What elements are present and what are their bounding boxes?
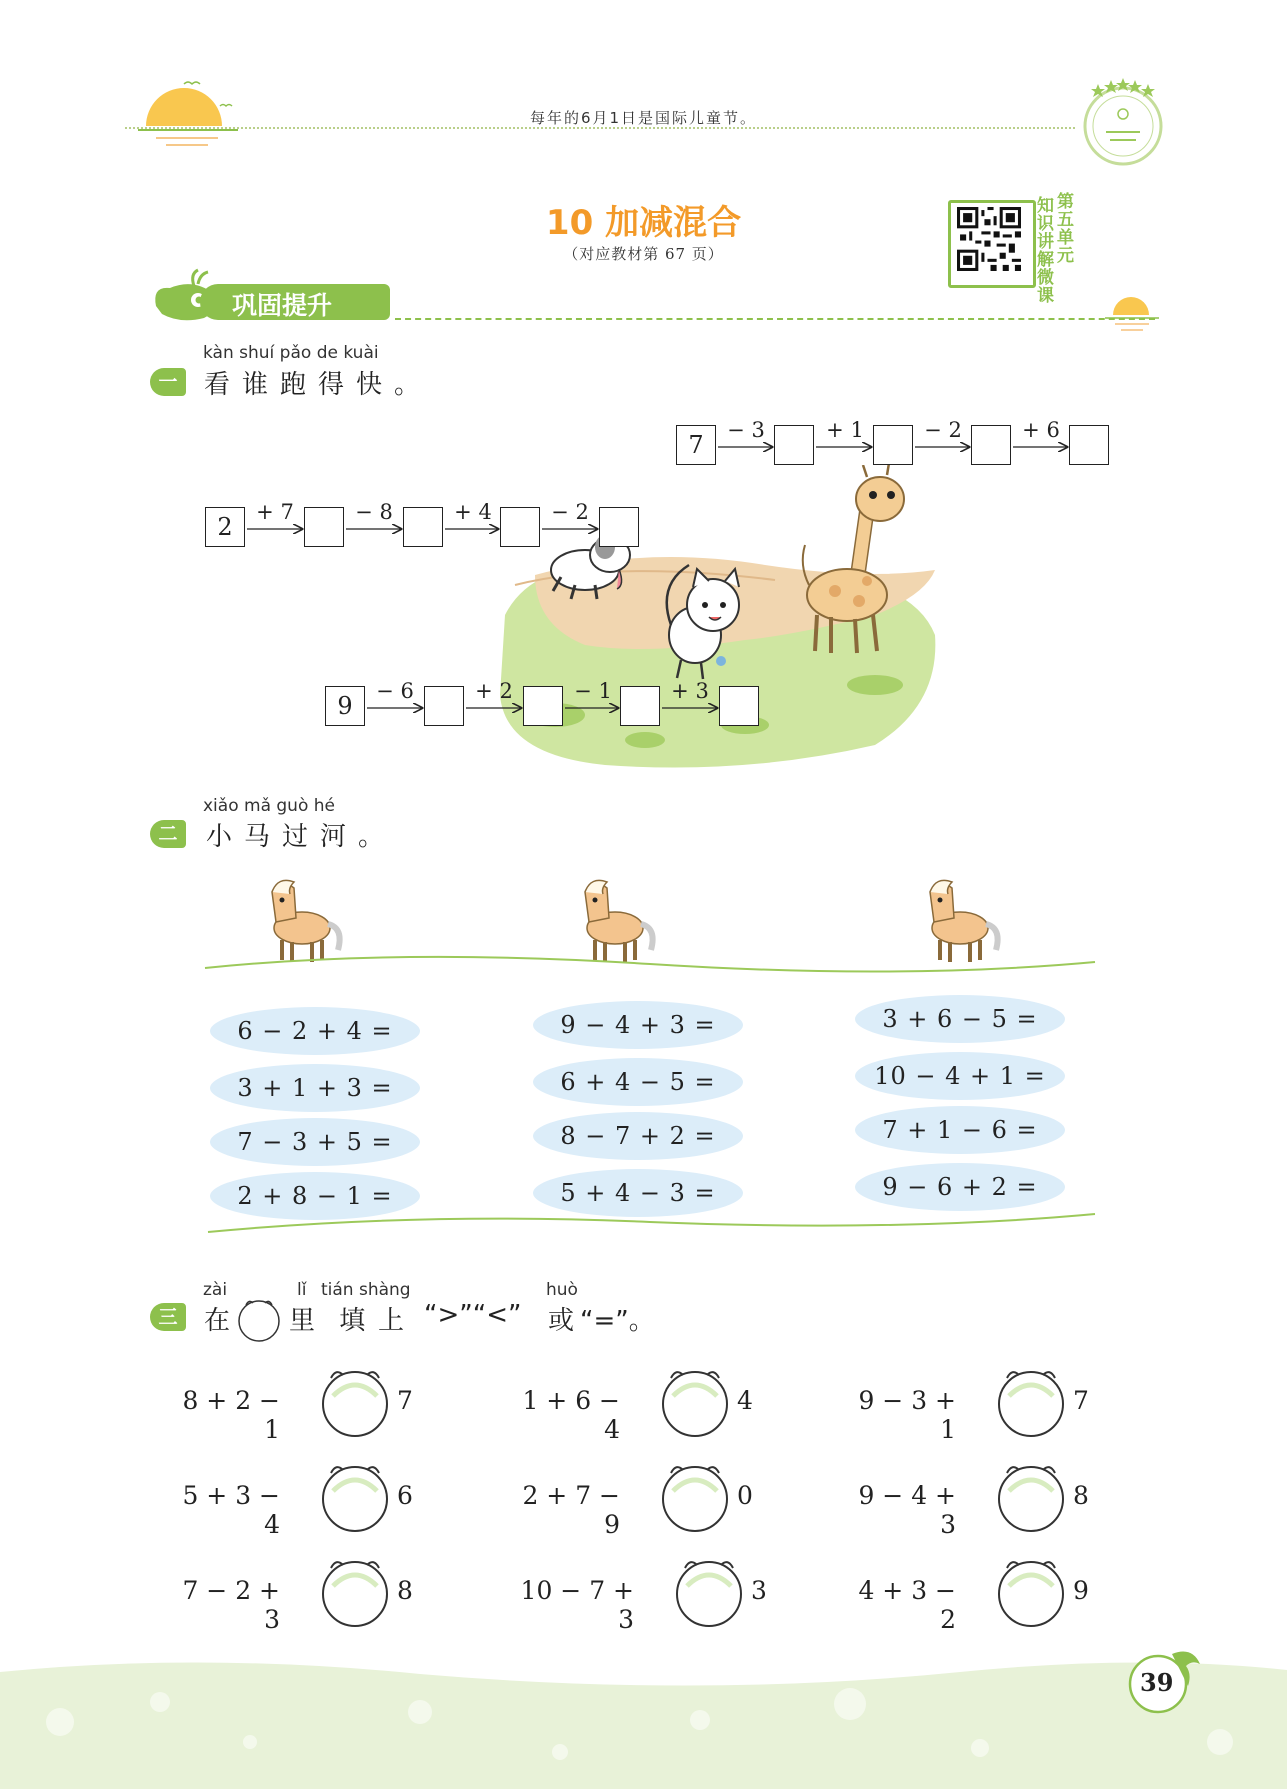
equation[interactable]: 6 + 4 − 5 = bbox=[560, 1068, 716, 1096]
compare-value: 8 bbox=[1073, 1481, 1089, 1510]
section-2-instruction: 小马过河。 bbox=[206, 822, 397, 852]
compare-value: 6 bbox=[397, 1481, 413, 1510]
section-3-text-zai: 在 bbox=[204, 1306, 231, 1336]
section-3-text-equal: “=”。 bbox=[580, 1306, 655, 1336]
section-3-text-shang: 上 bbox=[378, 1306, 405, 1336]
equation[interactable]: 2 + 8 − 1 = bbox=[237, 1182, 393, 1210]
compare-expression: 7 − 2 + 3 bbox=[182, 1576, 280, 1634]
chain-1-op: + 6 bbox=[1022, 418, 1060, 442]
section-2-badge: 二 bbox=[150, 820, 186, 848]
section-3-badge: 三 bbox=[150, 1303, 186, 1331]
section-3-pinyin-zai: zài bbox=[203, 1280, 228, 1300]
section-2-pinyin: xiǎo mǎ guò hé bbox=[203, 796, 335, 816]
circle-placeholder-icon bbox=[234, 1292, 284, 1344]
section-3-pinyin-tianshang: tián shàng bbox=[321, 1280, 411, 1300]
equation[interactable]: 5 + 4 − 3 = bbox=[560, 1179, 716, 1207]
lesson-title: 10 加减混合 bbox=[545, 203, 742, 243]
section-1-pinyin: kàn shuí pǎo de kuài bbox=[203, 343, 379, 363]
section-3-text-li-tian: 里 填 bbox=[289, 1306, 374, 1336]
compare-expression: 4 + 3 − 2 bbox=[858, 1576, 956, 1634]
equation[interactable]: 3 + 6 − 5 = bbox=[882, 1005, 1038, 1033]
compare-circle-icon[interactable] bbox=[995, 1455, 1067, 1535]
lesson-subtitle: （对应教材第 67 页） bbox=[563, 245, 724, 263]
equation[interactable]: 9 − 6 + 2 = bbox=[882, 1173, 1038, 1201]
chain-arrows bbox=[0, 0, 1287, 800]
footer-wave-decoration bbox=[0, 1652, 1287, 1789]
section-1-instruction: 看谁跑得快。 bbox=[204, 370, 433, 400]
section-3-text-quotes: “>”“<” bbox=[424, 1300, 522, 1330]
compare-value: 8 bbox=[397, 1576, 413, 1605]
compare-circle-icon[interactable] bbox=[995, 1550, 1067, 1630]
compare-circle-icon[interactable] bbox=[319, 1550, 391, 1630]
compare-value: 7 bbox=[1073, 1386, 1089, 1415]
compare-circle-icon[interactable] bbox=[319, 1455, 391, 1535]
equation[interactable]: 7 + 1 − 6 = bbox=[882, 1116, 1038, 1144]
compare-circle-icon[interactable] bbox=[673, 1550, 745, 1630]
compare-value: 4 bbox=[737, 1386, 753, 1415]
chain-1-op: − 3 bbox=[727, 418, 765, 442]
compare-circle-icon[interactable] bbox=[995, 1360, 1067, 1440]
compare-expression: 1 + 6 − 4 bbox=[522, 1386, 620, 1444]
chain-3-op: + 3 bbox=[671, 679, 709, 703]
qr-label-microlesson: 知识讲解微课 bbox=[1033, 196, 1053, 304]
chain-3-op: − 6 bbox=[376, 679, 414, 703]
compare-value: 0 bbox=[737, 1481, 753, 1510]
compare-expression: 8 + 2 − 1 bbox=[182, 1386, 280, 1444]
chain-3-op: − 1 bbox=[574, 679, 612, 703]
compare-value: 9 bbox=[1073, 1576, 1089, 1605]
compare-value: 3 bbox=[751, 1576, 767, 1605]
compare-expression: 2 + 7 − 9 bbox=[522, 1481, 620, 1539]
chain-2-op: + 4 bbox=[454, 500, 492, 524]
section-1-badge: 一 bbox=[150, 368, 186, 396]
chain-1-start: 7 bbox=[676, 425, 716, 465]
compare-circle-icon[interactable] bbox=[659, 1455, 731, 1535]
compare-circle-icon[interactable] bbox=[319, 1360, 391, 1440]
equation[interactable]: 8 − 7 + 2 = bbox=[560, 1122, 716, 1150]
header-tip: 每年的6月1日是国际儿童节。 bbox=[529, 109, 758, 127]
equation[interactable]: 7 − 3 + 5 = bbox=[237, 1128, 393, 1156]
chain-3-start: 9 bbox=[325, 686, 365, 726]
equation[interactable]: 9 − 4 + 3 = bbox=[560, 1011, 716, 1039]
chain-3-op: + 2 bbox=[475, 679, 513, 703]
compare-expression: 9 − 3 + 1 bbox=[858, 1386, 956, 1444]
compare-circle-icon[interactable] bbox=[659, 1360, 731, 1440]
chain-1-op: − 2 bbox=[924, 418, 962, 442]
banner-title: 巩固提升 bbox=[232, 291, 333, 320]
compare-expression: 9 − 4 + 3 bbox=[858, 1481, 956, 1539]
chain-1-op: + 1 bbox=[826, 418, 864, 442]
chain-2-start: 2 bbox=[205, 507, 245, 547]
compare-expression: 5 + 3 − 4 bbox=[182, 1481, 280, 1539]
chain-2-op: − 2 bbox=[551, 500, 589, 524]
section-3-pinyin-li: lǐ bbox=[297, 1280, 307, 1300]
equation[interactable]: 3 + 1 + 3 = bbox=[237, 1074, 393, 1102]
qr-label-unit: 第五单元 bbox=[1053, 192, 1073, 264]
section-3-pinyin-huo: huò bbox=[546, 1280, 578, 1300]
section-3-text-huo: 或 bbox=[548, 1306, 575, 1336]
equation[interactable]: 6 − 2 + 4 = bbox=[237, 1017, 393, 1045]
compare-value: 7 bbox=[397, 1386, 413, 1415]
page-number: 39 bbox=[1140, 1668, 1174, 1697]
chain-2-op: + 7 bbox=[256, 500, 294, 524]
chain-2-op: − 8 bbox=[355, 500, 393, 524]
equation[interactable]: 10 − 4 + 1 = bbox=[874, 1062, 1046, 1090]
compare-expression: 10 − 7 + 3 bbox=[520, 1576, 634, 1634]
